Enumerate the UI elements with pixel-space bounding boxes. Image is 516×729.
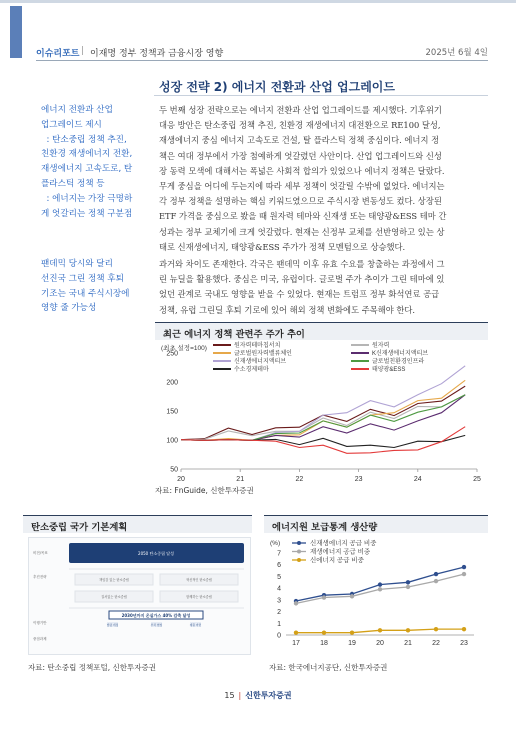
data-point: [434, 579, 438, 583]
tag-text: 법령 개정: [106, 623, 119, 627]
side-note-line: 팬데믹 당시와 달리: [41, 259, 113, 269]
side-note-line: : 에너지는 가장 극명하: [41, 193, 133, 204]
y-tick-label: 100: [166, 437, 178, 445]
paragraph-line: 대응 방안은 탄소중립 정책 추진, 친환경 재생에너지 대전환으로 RE100 달성,: [159, 120, 441, 131]
data-point: [350, 630, 354, 634]
chart-title: 에너지원 보급통계 생산량: [272, 522, 378, 533]
paragraph-line: 재생에너지 중심 에너지 고속도로 건설, 탈 플라스틱 정책 중심이다. 에너지 정: [159, 135, 440, 146]
chart-title: 최근 에너지 정책 관련주 주가 추이: [163, 329, 305, 340]
page-number: 15: [224, 691, 235, 700]
series-line: [181, 386, 465, 440]
tag-text: 재원 마련: [189, 623, 202, 627]
x-tick-label: 20: [376, 640, 384, 647]
paragraph-line: 과거와 차이도 존재한다. 각국은 팬데믹 이후 유효 수요를 창출하는 과정에서 그: [159, 259, 445, 269]
header-divider: [36, 60, 488, 61]
y-tick-label: 5: [277, 573, 281, 581]
x-tick-label: 22: [432, 640, 440, 647]
legend-label: 재생에너지 공급 비중: [310, 548, 371, 556]
row-label: 추진전략: [33, 575, 47, 579]
data-point: [434, 627, 438, 631]
y-tick-label: 200: [166, 379, 178, 387]
legend-label: 신재생에너지 공급 비중: [310, 540, 377, 547]
x-tick-label: 23: [460, 640, 468, 647]
paragraph-line: 두 번째 성장 전략으로는 에너지 전환과 산업 업그레이드를 제시했다. 기후위기: [159, 105, 442, 115]
x-tick-label: 24: [413, 476, 422, 483]
side-note-line: 플라스틱 정책 등: [41, 178, 105, 189]
strategy-box-text: 혁신적인 탄소중립: [186, 578, 212, 582]
y-tick-label: 150: [166, 408, 178, 416]
side-note-line: 재생에너지 고속도로, 탄: [41, 164, 133, 175]
vision-banner-text: 2050 탄소중립 달성: [138, 551, 174, 556]
side-note-line: 기조는 국내 주식시장에: [41, 288, 130, 299]
legend-label: 태양광&ESS: [372, 367, 406, 373]
side-note-pandemic: [41, 257, 149, 316]
legend-label: 원자력: [372, 343, 390, 349]
x-tick-label: 21: [404, 640, 412, 647]
x-tick-label: 20: [177, 476, 185, 483]
legend-label: K신재생에너지액티브: [372, 351, 429, 357]
series-line: [181, 380, 465, 440]
x-tick-label: 18: [320, 640, 328, 647]
paragraph-line: 책은 여대 정부에서 가장 첨예하게 엇갈렸던 사안이다. 산업 업그레이드와 신성: [159, 150, 442, 161]
data-point: [462, 572, 466, 576]
paragraph-line: 었던 관계로 국내도 영향을 받을 수 있었다. 현재는 트럼프 정부 화석연료 공급: [159, 289, 440, 300]
data-point: [378, 628, 382, 632]
data-point: [378, 587, 382, 591]
strategy-box-text: 함께하는 탄소중립: [186, 595, 212, 599]
top-border: [0, 0, 516, 3]
chart-renewable-share-header: [264, 515, 488, 533]
paragraph-line: 장 동력 모색에 대해서는 폭넓은 사회적 합의가 있었으나 에너지 정책은 달랐다.: [159, 165, 445, 176]
strategy-box-text: 책임감 있는 탄소중립: [99, 578, 129, 582]
chart3-source: 자료: 한국에너지공단, 신한투자증권: [269, 663, 388, 672]
row-label: 이행기반: [33, 621, 47, 625]
section-title: 성장 전략 2) 에너지 전환과 산업 업그레이드: [159, 80, 395, 94]
report-date: 2025년 6월 4일: [425, 48, 488, 58]
legend-marker: [297, 558, 301, 562]
data-point: [406, 585, 410, 589]
page-footer: [0, 690, 516, 701]
side-note-line: 업그레이드 제시: [41, 119, 102, 130]
paragraph-global-differences: [159, 257, 489, 318]
y-tick-label: 4: [277, 585, 281, 593]
side-note-line: 친환경 재생에너지 전환,: [41, 149, 133, 160]
row-label: 중점과제: [33, 637, 47, 641]
bookmark-icon: [10, 6, 22, 58]
legend-marker: [297, 541, 301, 545]
y-tick-label: 7: [277, 550, 281, 558]
legend-label: 신재생에너지액티브: [234, 359, 287, 365]
chart-energy-stocks: [155, 341, 488, 484]
carbon-plan-infographic: [28, 537, 251, 655]
y-tick-label: 0: [277, 632, 281, 640]
y-tick-label: 3: [277, 597, 281, 605]
x-tick-label: 25: [473, 476, 481, 483]
carbon-plan-source: 자료: 탄소중립 정책포털, 신한투자증권: [28, 663, 156, 672]
chart-title: 탄소중립 국가 기본계획: [31, 522, 128, 533]
y-tick-label: 50: [170, 466, 178, 474]
legend-label: 원자력테마칩서치: [234, 343, 281, 349]
legend-label: 글로벌원자력밸류체인: [234, 351, 292, 357]
data-point: [350, 594, 354, 598]
side-note-line: 에너지 전환과 산업: [41, 105, 113, 115]
paragraph-line: 린 뉴딜을 활용했다. 중심은 미국, 유럽이다. 글로벌 주가 추이가 그린 테마에 있: [159, 274, 445, 285]
data-point: [462, 627, 466, 631]
paragraph-line: 각 정부 정책을 설명하는 핵심 키워드였으므로 주식시장 변동성도 컸다. 상장된: [159, 196, 442, 207]
y-tick-label: 1: [277, 620, 281, 628]
y-tick-label: 2: [277, 609, 281, 617]
carbon-plan-header: [23, 515, 252, 533]
strategy-box-text: 질서있는 탄소중립: [101, 595, 127, 599]
tag-text: 부처 협업: [150, 623, 163, 627]
data-point: [378, 582, 382, 586]
row-label: 비전/목표: [33, 551, 48, 555]
data-point: [406, 580, 410, 584]
report-title: 이재명 정부 정책과 금융시장 영향: [90, 49, 224, 59]
data-point: [406, 628, 410, 632]
data-point: [462, 565, 466, 569]
brand-logo: 신한투자증권: [245, 691, 292, 700]
y-axis-label: (최초 설정=100): [161, 345, 207, 352]
section-divider: [154, 95, 488, 96]
x-tick-label: 19: [348, 640, 356, 647]
data-point: [294, 630, 298, 634]
carbon-plan-diagram: [29, 538, 252, 656]
legend-label: 신에너지 공급 비중: [310, 557, 364, 564]
paragraph-line: 무게 중심을 어디에 두는지에 따라 세부 정책이 엇갈릴 수밖에 없었다. 에너지는: [159, 181, 445, 192]
data-point: [322, 595, 326, 599]
side-note-line: 게 엇갈리는 정책 구분점: [41, 208, 133, 219]
data-point: [434, 572, 438, 576]
y-axis-label: (%): [270, 540, 281, 547]
paragraph-energy-strategy: [159, 103, 489, 255]
target-text: 2030년까지 온실가스 40% 감축 달성: [121, 613, 191, 618]
y-tick-label: 250: [166, 350, 178, 358]
report-header: [0, 6, 516, 58]
y-tick-label: 6: [277, 562, 281, 570]
paragraph-line: ETF 가격을 중심으로 봤을 때 원자력 테마와 신재생 또는 태양광&ESS 테마 간: [159, 211, 447, 222]
footer-separator: |: [238, 691, 242, 700]
legend-label: 수소경제테마: [234, 367, 269, 373]
x-tick-label: 22: [295, 476, 304, 483]
chart-renewable-share: [264, 535, 488, 657]
side-note-line: 영향 줄 가능성: [41, 303, 97, 314]
x-tick-label: 23: [354, 476, 363, 483]
paragraph-line: 태로 신재생에너지, 태양광&ESS 주가가 정책 모멘텀으로 상승했다.: [159, 241, 406, 252]
paragraph-line: 성과는 정부 교체기에 크게 엇갈렸다. 현재는 신정부 교체를 선반영하고 있는 상: [159, 226, 445, 237]
side-note-energy: [41, 103, 149, 221]
side-note-line: 선진국 그린 정책 후퇴: [41, 273, 124, 284]
data-point: [322, 630, 326, 634]
legend-label: 글로벌친환경인프라: [372, 359, 425, 365]
x-tick-label: 21: [236, 476, 245, 483]
legend-marker: [297, 550, 301, 554]
paragraph-line: 정책, 유럽 그린딜 후퇴 기로에 있어 해외 정책 변화에도 주목해야 한다.: [159, 304, 416, 315]
chart-source: 자료: FnGuide, 신한투자증권: [155, 486, 254, 495]
header-separator: |: [81, 46, 85, 56]
report-type: 이슈리포트: [36, 49, 80, 59]
chart-energy-stocks-header: [155, 322, 488, 340]
series-line: [181, 395, 465, 440]
side-note-line: : 탄소중립 정책 추진,: [41, 134, 127, 145]
x-tick-label: 17: [292, 640, 300, 647]
data-point: [294, 601, 298, 605]
